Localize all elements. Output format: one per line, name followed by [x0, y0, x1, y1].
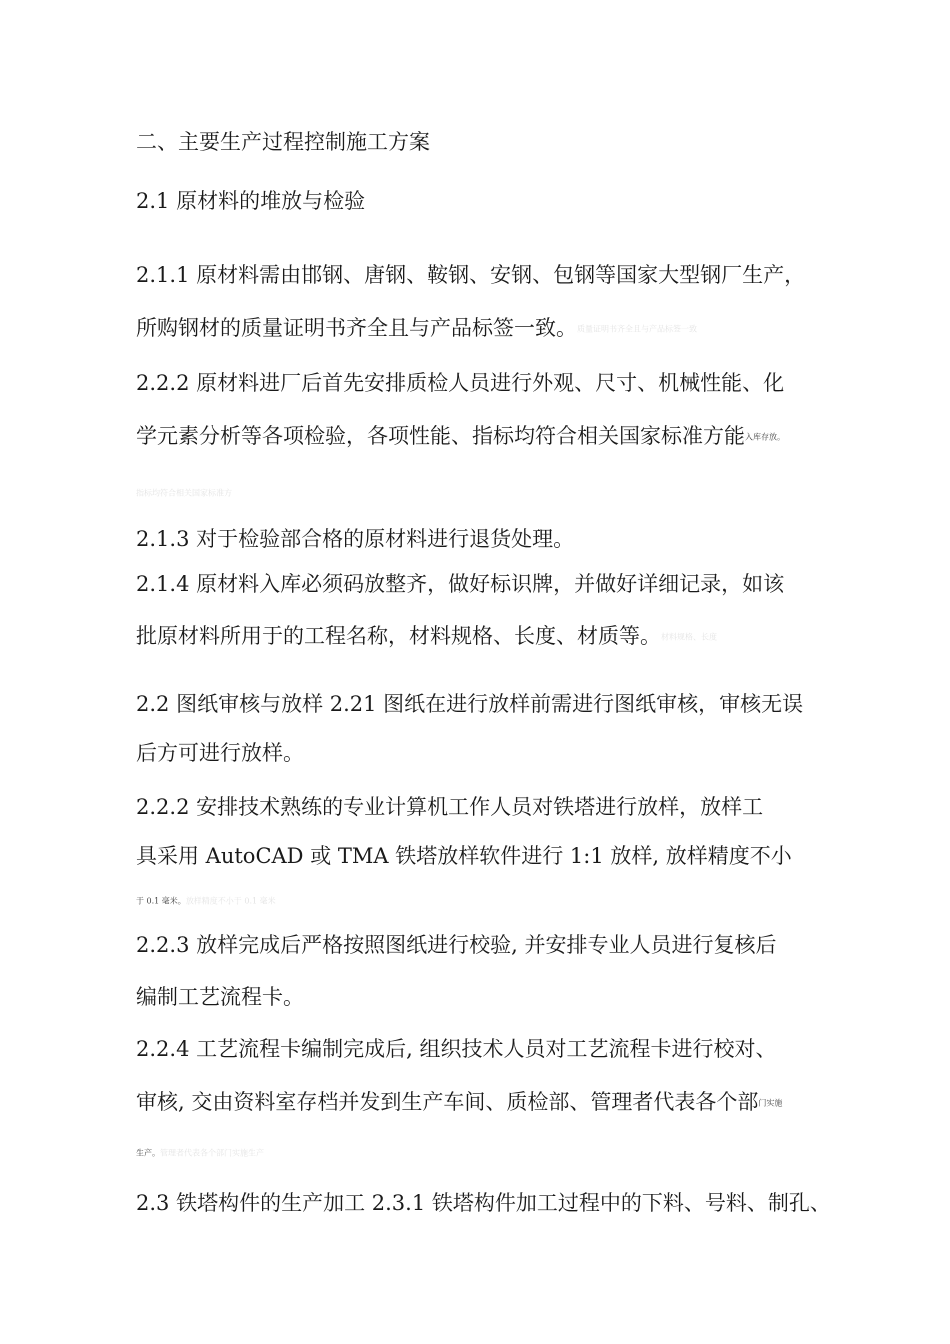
paragraph-2-2-line-2: 后方可进行放样。: [136, 741, 304, 765]
paragraph-2-2-2b-line-2: 具采用 AutoCAD 或 TMA 铁塔放样软件进行 1:1 放样, 放样精度不小: [136, 844, 792, 868]
faint-duplicate-text: 管理者代表各个部门实施生产: [160, 1148, 264, 1158]
small-tail-text: 生产。: [136, 1148, 160, 1158]
paragraph-2-1-4-line-1: 2.1.4 原材料入库必须码放整齐，做好标识牌，并做好详细记录，如该: [136, 572, 785, 596]
paragraph-text: 所购钢材的质量证明书齐全且与产品标签一致。: [136, 316, 577, 340]
paragraph-2-2-2b-line-3: [136, 886, 276, 916]
small-tail-text: 入库存放。: [745, 432, 785, 442]
paragraph-2-2-2a-line-2: [136, 422, 785, 452]
faint-duplicate-text: 材料规格、长度: [661, 632, 717, 642]
paragraph-2-2-2b-line-1: 2.2.2 安排技术熟练的专业计算机工作人员对铁塔进行放样，放样工: [136, 795, 764, 819]
paragraph-2-1-1-line-1: 2.1.1 原材料需由邯钢、唐钢、鞍钢、安钢、包钢等国家大型钢厂生产，: [136, 263, 806, 287]
paragraph-2-2-3-line-1: 2.2.3 放样完成后严格按照图纸进行校验, 并安排专业人员进行复核后: [136, 933, 777, 957]
paragraph-2-2-4-line-1: 2.2.4 工艺流程卡编制完成后, 组织技术人员对工艺流程卡进行校对、: [136, 1037, 777, 1061]
paragraph-2-1-4-line-2: [136, 622, 717, 652]
paragraph-text: 审核, 交由资料室存档并发到生产车间、质检部、管理者代表各个部: [136, 1090, 759, 1114]
small-tail-text: 门实施: [758, 1098, 783, 1108]
paragraph-2-3-line-1: 2.3 铁塔构件的生产加工 2.3.1 铁塔构件加工过程中的下料、号料、制孔、: [136, 1191, 831, 1215]
faint-duplicate-text: 质量证明书齐全且与产品标签一致: [577, 324, 697, 334]
paragraph-2-2-4-line-3: [136, 1138, 264, 1168]
faint-duplicate-text: 放样精度不小于 0.1 毫米: [185, 896, 276, 906]
paragraph-2-2-2a-line-3: [136, 478, 232, 508]
section-title: 二、主要生产过程控制施工方案: [136, 130, 430, 154]
paragraph-2-2-4-line-2: [136, 1088, 782, 1118]
paragraph-2-2-2a-line-1: 2.2.2 原材料进厂后首先安排质检人员进行外观、尺寸、机械性能、化: [136, 371, 785, 395]
paragraph-text: 批原材料所用于的工程名称，材料规格、长度、材质等。: [136, 624, 661, 648]
small-tail-text: 于 0.1 毫米。: [136, 896, 186, 906]
paragraph-2-1-3: 2.1.3 对于检验部合格的原材料进行退货处理。: [136, 527, 575, 551]
paragraph-2-1-1-line-2: [136, 314, 697, 344]
faint-duplicate-text: 指标均符合相关国家标准方: [136, 488, 232, 498]
subsection-heading-2-1: 2.1 原材料的堆放与检验: [136, 189, 366, 213]
paragraph-2-2-line-1: 2.2 图纸审核与放样 2.21 图纸在进行放样前需进行图纸审核，审核无误: [136, 692, 804, 716]
paragraph-2-2-3-line-2: 编制工艺流程卡。: [136, 985, 304, 1009]
paragraph-text: 学元素分析等各项检验，各项性能、指标均符合相关国家标准方能: [136, 424, 745, 448]
